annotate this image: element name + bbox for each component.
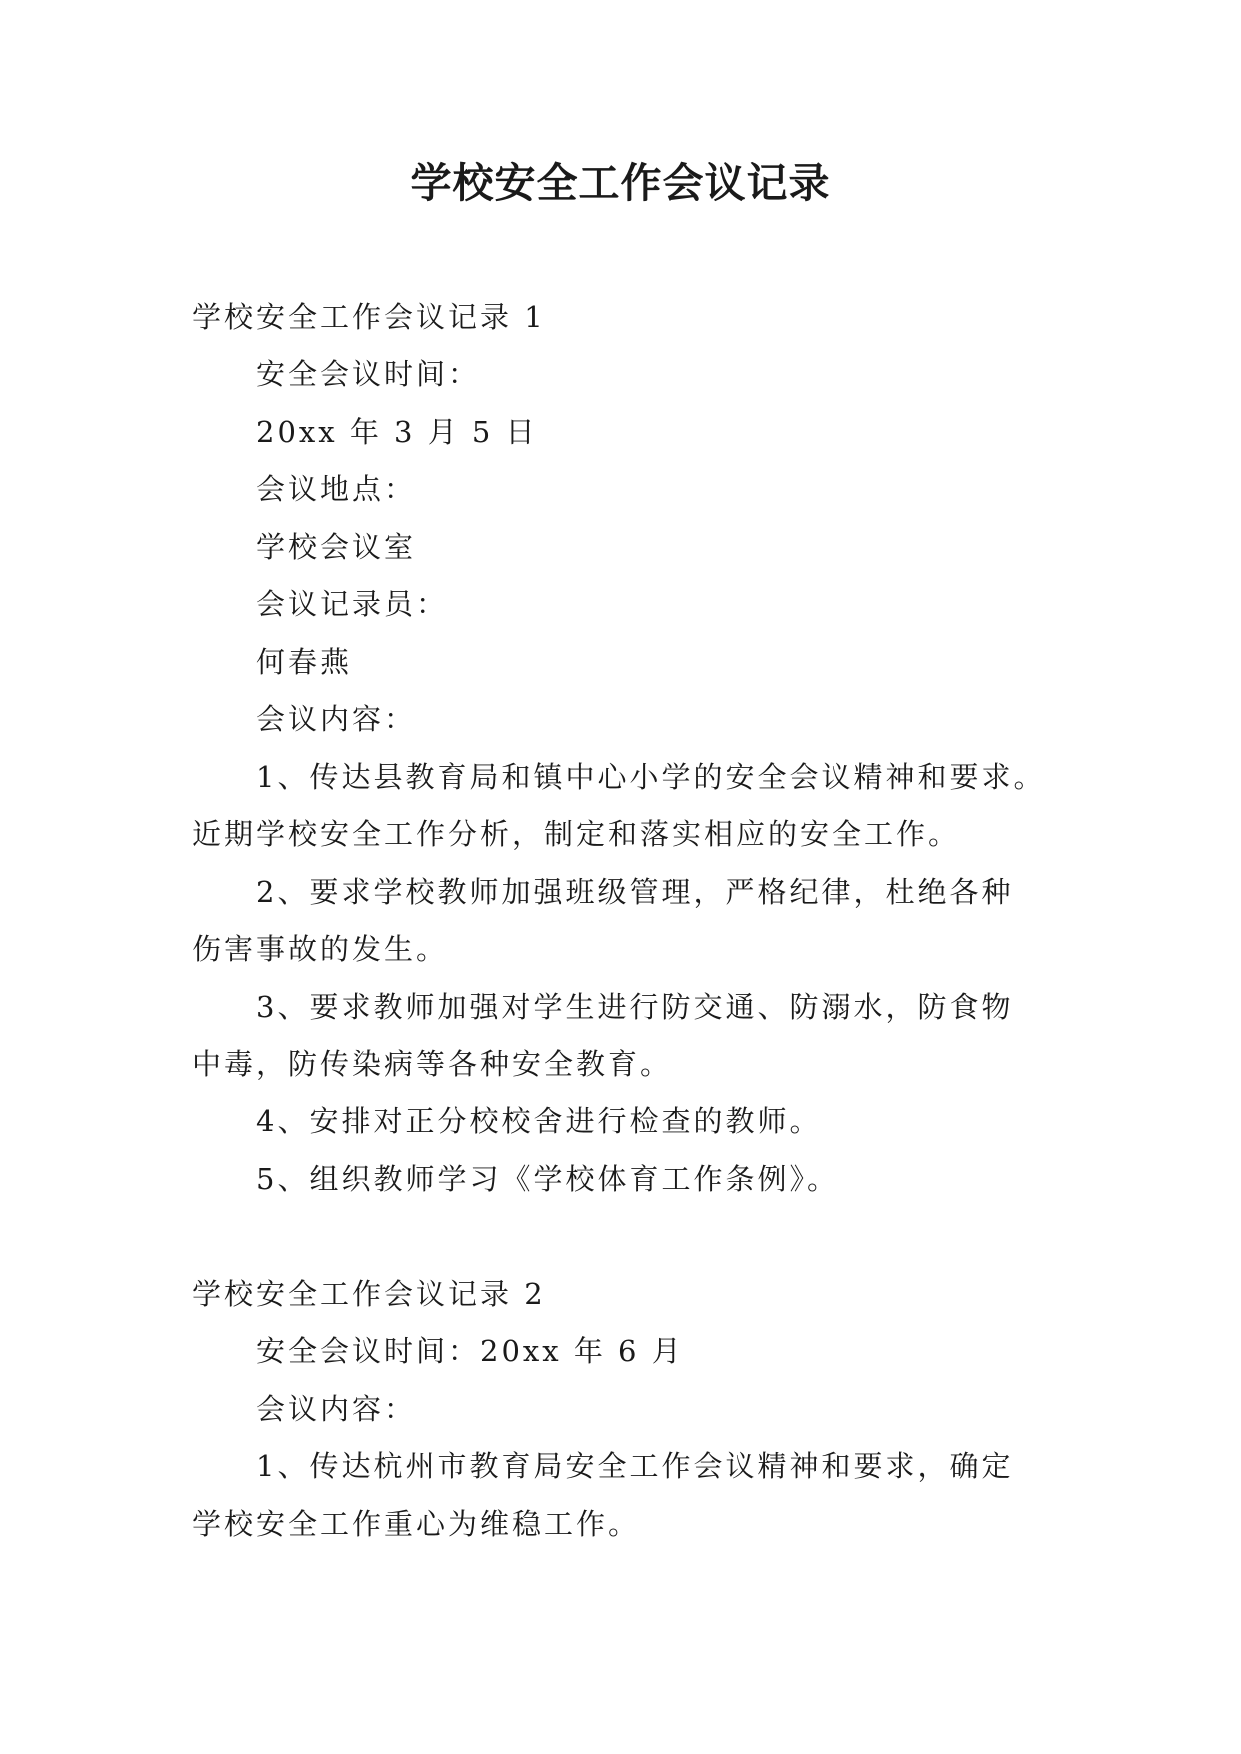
record2-item-1-line1: 1、传达杭州市教育局安全工作会议精神和要求，确定 — [256, 1449, 1014, 1483]
document-title: 学校安全工作会议记录 — [410, 159, 831, 207]
record1-place-label: 会议地点： — [256, 472, 417, 506]
record1-heading: 学校安全工作会议记录 1 — [192, 300, 546, 334]
record2-heading: 学校安全工作会议记录 2 — [192, 1277, 546, 1311]
record2-content-label: 会议内容： — [256, 1392, 417, 1426]
record1-item-3-line1: 3、要求教师加强对学生进行防交通、防溺水，防食物 — [256, 990, 1014, 1024]
record1-item-1-line1: 1、传达县教育局和镇中心小学的安全会议精神和要求。 — [256, 760, 1046, 794]
record1-content-label: 会议内容： — [256, 702, 417, 736]
record1-place-value: 学校会议室 — [256, 530, 417, 564]
record2-item-1-line2: 学校安全工作重心为维稳工作。 — [192, 1507, 641, 1541]
record1-item-5: 5、组织教师学习《学校体育工作条例》。 — [256, 1162, 839, 1196]
record1-item-2-line2: 伤害事故的发生。 — [192, 932, 449, 966]
record1-item-3-line2: 中毒，防传染病等各种安全教育。 — [192, 1047, 673, 1081]
record1-item-1-line2: 近期学校安全工作分析，制定和落实相应的安全工作。 — [192, 817, 961, 851]
record2-time-line: 安全会议时间：20xx 年 6 月 — [256, 1334, 684, 1368]
record1-time-label: 安全会议时间： — [256, 357, 481, 391]
record1-recorder-value: 何春燕 — [256, 645, 353, 679]
record1-recorder-label: 会议记录员： — [256, 587, 449, 621]
record1-item-4: 4、安排对正分校校舍进行检查的教师。 — [256, 1104, 822, 1138]
record1-item-2-line1: 2、要求学校教师加强班级管理，严格纪律，杜绝各种 — [256, 875, 1014, 909]
record1-time-value: 20xx 年 3 月 5 日 — [256, 415, 538, 449]
